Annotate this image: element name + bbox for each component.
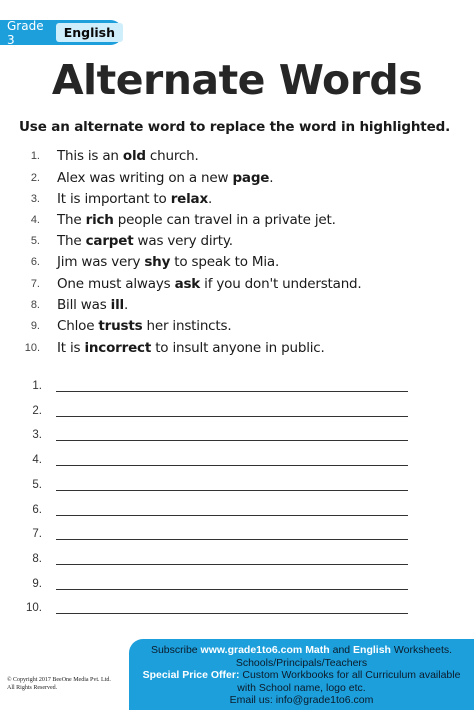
audience-line: Schools/Principals/Teachers	[235, 656, 368, 669]
question-number: 7.	[30, 278, 40, 290]
question-number: 5.	[30, 235, 40, 247]
question-text	[57, 148, 199, 164]
question-text	[57, 191, 212, 207]
question-text	[57, 340, 325, 356]
question-text-after: people can travel in a private jet.	[113, 212, 336, 228]
highlighted-word: trusts	[98, 318, 143, 334]
question-number: 9.	[30, 320, 40, 332]
answer-line[interactable]	[56, 490, 408, 491]
answer-line[interactable]	[56, 564, 408, 565]
highlighted-word: carpet	[85, 233, 134, 249]
answer-number: 3.	[32, 429, 42, 442]
subscribe-banner	[129, 639, 474, 710]
highlighted-word: shy	[144, 254, 171, 270]
answer-line[interactable]	[56, 416, 408, 417]
answer-line[interactable]	[56, 465, 408, 466]
question-number: 2.	[30, 172, 40, 184]
offer-line: Special Price Offer: Custom Workbooks for all Curriculum available	[142, 669, 461, 681]
answer-number: 5.	[32, 478, 42, 491]
question-number: 3.	[30, 193, 40, 205]
question-number: 8.	[30, 299, 40, 311]
question-text-after: her instincts.	[142, 318, 232, 334]
answer-number: 1.	[32, 380, 42, 392]
question-number: 6.	[30, 256, 40, 268]
answer-number: 2.	[32, 404, 42, 417]
subject-label: English	[56, 23, 123, 42]
answer-number: 7.	[32, 528, 42, 541]
question-text-before: It is	[57, 340, 85, 356]
subscribe-line: Subscribe www.grade1to6.com Math and English Worksheets.	[150, 644, 453, 656]
question-text-after: .	[123, 297, 129, 313]
question-text	[57, 276, 362, 292]
highlighted-word: incorrect	[84, 340, 152, 356]
question-text-before: Jim was very	[57, 254, 145, 270]
question-text	[57, 254, 279, 270]
answer-line[interactable]	[56, 613, 408, 614]
question-text-after: church.	[145, 148, 199, 164]
answer-number: 8.	[32, 552, 42, 565]
highlighted-word: ask	[174, 276, 201, 292]
answer-line[interactable]	[56, 391, 408, 392]
answer-number: 10.	[26, 602, 42, 615]
question-text-before: It is important to	[57, 191, 171, 207]
question-text-before: Alex was writing on a new	[57, 170, 233, 186]
copyright-notice	[7, 676, 111, 692]
highlighted-word: page	[232, 170, 270, 186]
answer-line[interactable]	[56, 440, 408, 441]
highlighted-word: old	[122, 148, 146, 164]
highlighted-word: ill	[110, 297, 124, 313]
question-text-before: Bill was	[57, 297, 111, 313]
question-text-after: was very dirty.	[133, 233, 233, 249]
question-text-before: This is an	[57, 148, 123, 164]
answer-number: 6.	[32, 503, 42, 516]
question-number: 1.	[30, 150, 40, 162]
question-text	[57, 170, 273, 186]
instruction-text: Use an alternate word to replace the word in highlighted.	[19, 119, 451, 135]
question-text	[57, 212, 336, 228]
question-text-after: .	[207, 191, 213, 207]
question-number: 10.	[24, 342, 40, 354]
question-text-before: One must always	[57, 276, 175, 292]
highlighted-word: rich	[85, 212, 114, 228]
question-text-before: Chloe	[57, 318, 99, 334]
question-text-after: to insult anyone in public.	[151, 340, 325, 356]
question-text-before: The	[57, 233, 86, 249]
site-link[interactable]: www.grade1to6.com	[200, 644, 303, 656]
copyright-rights: All Rights Reserved.	[7, 685, 58, 691]
question-text	[57, 318, 231, 334]
question-text-before: The	[57, 212, 86, 228]
grade-label: Grade 3	[7, 18, 44, 47]
answer-number: 4.	[32, 454, 42, 467]
highlighted-word: relax	[170, 191, 208, 207]
question-text	[57, 297, 128, 313]
answer-line[interactable]	[56, 515, 408, 516]
grade-tab	[0, 20, 123, 45]
answer-number: 9.	[32, 577, 42, 590]
answer-line[interactable]	[56, 589, 408, 590]
email-line[interactable]: Email us: info@grade1to6.com	[229, 694, 374, 706]
question-text-after: .	[269, 170, 274, 186]
question-number: 4.	[30, 214, 40, 226]
question-text-after: to speak to Mia.	[170, 254, 280, 270]
copyright-line: © Copyright 2017 BeeOne Media Pvt. Ltd.	[7, 677, 111, 683]
question-text	[57, 233, 233, 249]
page-title: Alternate Words	[51, 56, 423, 104]
answer-line[interactable]	[56, 539, 408, 540]
question-text-after: if you don't understand.	[200, 276, 362, 292]
offer-line-2: with School name, logo etc.	[237, 681, 366, 694]
